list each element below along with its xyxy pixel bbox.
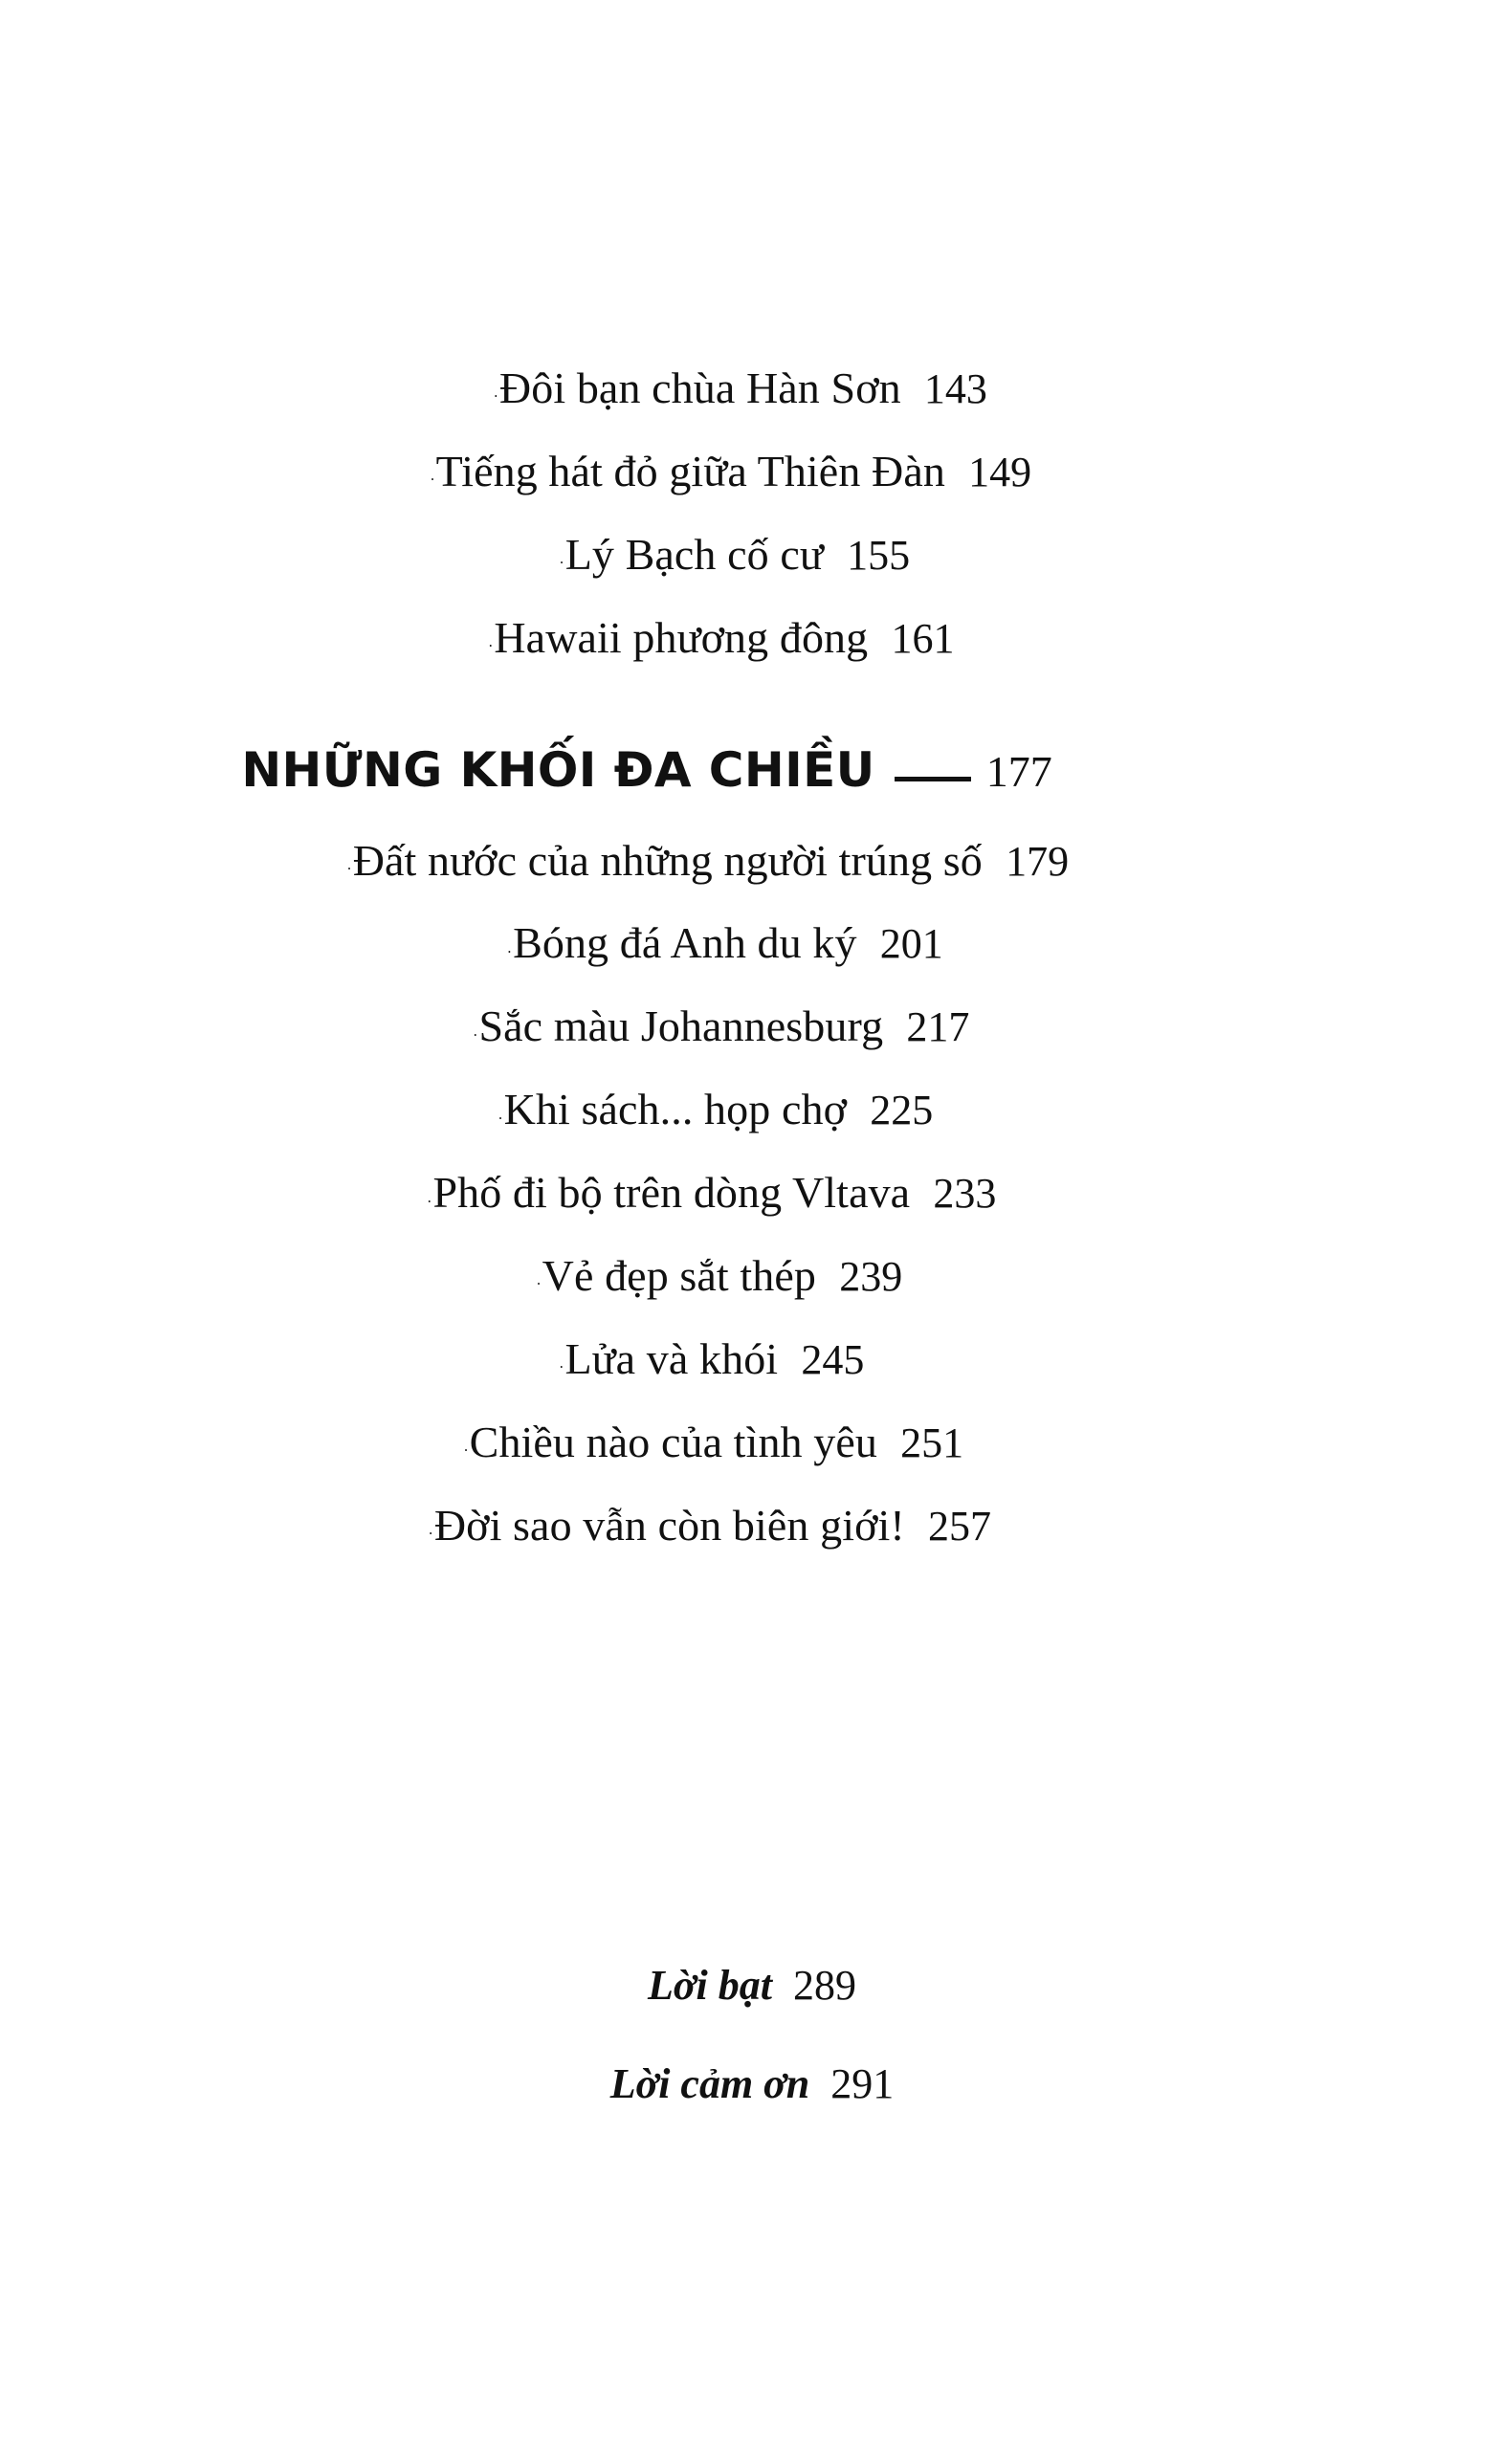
backmatter-list xyxy=(0,1961,1504,2158)
toc-entry-title: Hawaii phương đông xyxy=(494,612,869,662)
toc-entry xyxy=(0,1251,1471,1302)
bullet-icon: • xyxy=(560,559,564,568)
bullet-icon: • xyxy=(429,1529,432,1539)
toc-entry-page: 251 xyxy=(900,1419,964,1466)
backmatter-title: Lời cảm ơn xyxy=(609,2060,810,2107)
backmatter-page: 291 xyxy=(830,2060,895,2107)
table-of-contents xyxy=(0,363,1504,1584)
toc-entry-title: Lý Bạch cố cư xyxy=(564,529,824,579)
toc-entry xyxy=(0,1001,1473,1052)
toc-entry xyxy=(0,613,1473,664)
toc-entry-title: Đất nước của những người trúng số xyxy=(352,835,983,885)
toc-entry-page: 239 xyxy=(839,1253,903,1301)
bullet-icon: • xyxy=(498,1113,502,1123)
toc-entry xyxy=(0,1418,1466,1468)
backmatter-page: 289 xyxy=(792,1962,856,2009)
toc-entry-title: Vẻ đẹp sắt thép xyxy=(542,1251,816,1301)
bullet-icon: • xyxy=(494,392,498,402)
toc-entry-title: Chiều nào của tình yêu xyxy=(469,1417,877,1466)
toc-entry xyxy=(0,530,1487,581)
toc-entry-title: Phố đi bộ trên dòng Vltava xyxy=(432,1168,911,1218)
toc-entry-title: Bóng đá Anh du ký xyxy=(513,918,857,968)
toc-entry xyxy=(0,836,1460,887)
bullet-icon: • xyxy=(428,1197,431,1206)
toc-entry-title: Đôi bạn chùa Hàn Sơn xyxy=(498,363,901,412)
toc-entry-page: 233 xyxy=(933,1170,997,1218)
toc-entry-page: 201 xyxy=(879,920,943,968)
section-dash-icon xyxy=(895,777,971,781)
toc-entry-page: 161 xyxy=(891,614,955,662)
backmatter-entry xyxy=(0,2059,1504,2108)
toc-entry-title: Khi sách... họp chợ xyxy=(503,1085,848,1134)
toc-entry xyxy=(0,1334,1464,1385)
toc-entry xyxy=(0,363,1493,414)
bullet-icon: • xyxy=(560,1363,564,1373)
bullet-icon: • xyxy=(489,642,493,651)
bullet-icon: • xyxy=(474,1030,477,1040)
backmatter-title: Lời bạt xyxy=(648,1962,772,2009)
bullet-icon: • xyxy=(508,947,511,957)
toc-entry-page: 155 xyxy=(847,531,911,579)
toc-entry-page: 225 xyxy=(870,1087,934,1134)
backmatter-entry xyxy=(0,1961,1504,2010)
toc-entry xyxy=(0,918,1477,969)
toc-entry-page: 217 xyxy=(906,1003,970,1051)
toc-entry-page: 179 xyxy=(1006,837,1070,885)
toc-section-page: 177 xyxy=(985,746,1052,796)
bullet-icon: • xyxy=(537,1280,541,1289)
toc-entry xyxy=(0,447,1483,497)
toc-entry-page: 245 xyxy=(801,1335,865,1383)
toc-entry-title: Lửa và khói xyxy=(564,1333,779,1383)
toc-section-heading xyxy=(0,742,1399,798)
toc-entry-page: 143 xyxy=(923,365,987,412)
bullet-icon: • xyxy=(464,1446,468,1456)
toc-section-title: NHỮNG KHỐI ĐA CHIỀU xyxy=(241,741,875,798)
toc-entry xyxy=(0,1501,1462,1551)
toc-entry xyxy=(0,1168,1464,1219)
bullet-icon: • xyxy=(347,864,351,873)
toc-entry-title: Tiếng hát đỏ giữa Thiên Đàn xyxy=(435,446,945,495)
toc-entry-title: Đời sao vẫn còn biên giới! xyxy=(433,1500,905,1550)
toc-entry xyxy=(0,1085,1468,1135)
toc-entry-page: 257 xyxy=(928,1502,991,1550)
toc-entry-title: Sắc màu Johannesburg xyxy=(478,1001,884,1051)
toc-entry-page: 149 xyxy=(968,448,1032,495)
bullet-icon: • xyxy=(431,475,434,485)
